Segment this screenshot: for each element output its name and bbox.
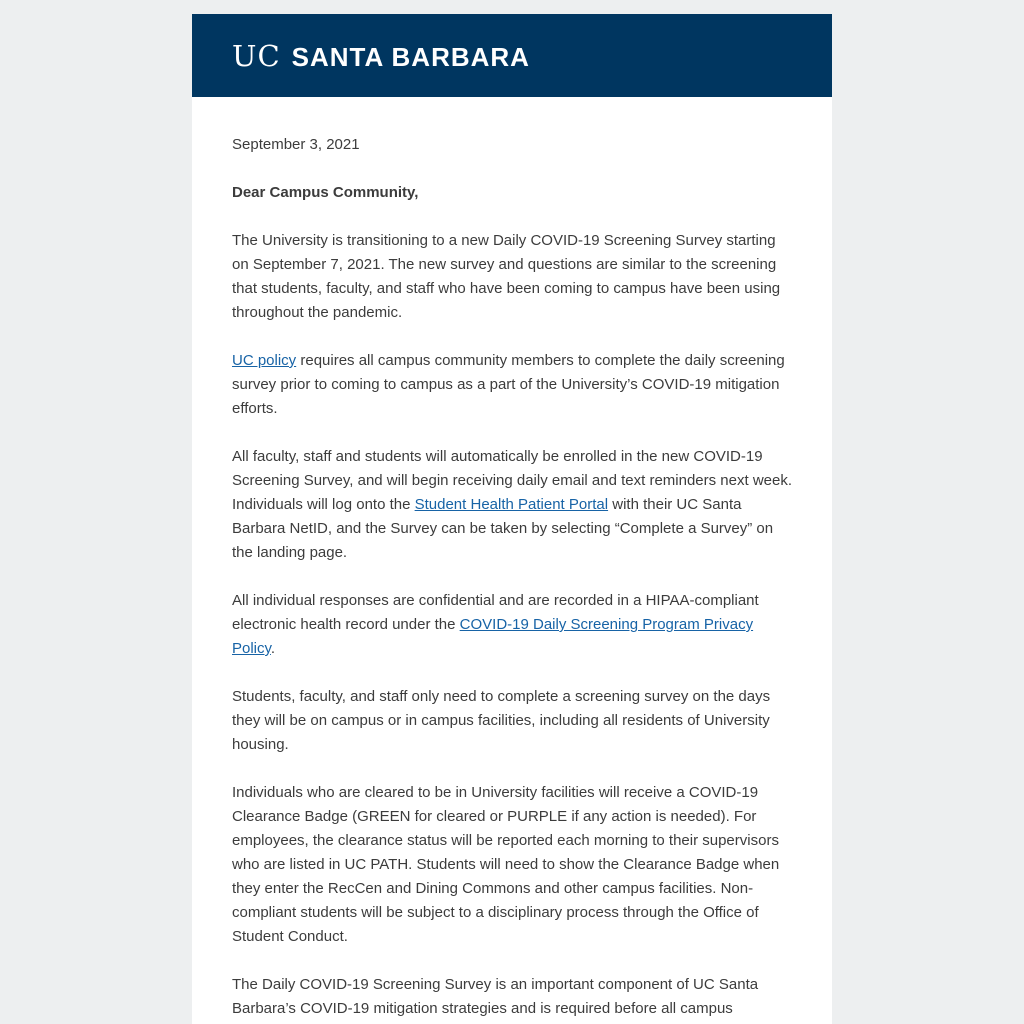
inline-link[interactable]: UC policy	[232, 352, 297, 369]
paragraph-text: The Daily COVID-19 Screening Survey is an important component of UC Santa Barbara’s COVID-19 mitigation strategies and is required before all campus	[232, 976, 759, 1017]
paragraph-text: .	[270, 640, 276, 657]
paragraph-text: The University is transitioning to a new Daily COVID-19 Screening Survey starting on September 7, 2021. The new survey and questions are similar to the screening that students, faculty, and staff who have been coming to campus have been using throughout the pandemic.	[232, 232, 781, 321]
paragraph	[232, 589, 792, 661]
ucsb-logo-uc-mark: UC	[232, 38, 281, 73]
paragraph-text: Students, faculty, and staff only need to complete a screening survey on the days they will be on campus or in campus facilities, including all residents of University housing.	[232, 688, 771, 753]
paragraph	[232, 685, 792, 757]
email-paragraphs	[232, 229, 792, 1021]
ucsb-header	[192, 14, 832, 97]
email-greeting: Dear Campus Community,	[232, 184, 419, 201]
paragraph-text: All faculty, staff and students will automatically be enrolled in the new COVID-19 Screening Survey, and will begin receiving daily email and text reminders next week. Individuals will log onto the	[232, 448, 793, 513]
paragraph	[232, 229, 792, 325]
paragraph-text: with their UC Santa Barbara NetID, and the Survey can be taken by selecting “Complete a Survey” on the landing page.	[232, 496, 774, 561]
paragraph-text: All individual responses are confidential and are recorded in a HIPAA-compliant electronic health record under the	[232, 592, 759, 633]
email-body	[192, 97, 832, 1024]
inline-link[interactable]: Student Health Patient Portal	[414, 496, 609, 513]
inline-link[interactable]: COVID-19 Daily Screening Program Privacy Policy	[232, 616, 754, 657]
paragraph-text: Individuals who are cleared to be in University facilities will receive a COVID-19 Clearance Badge (GREEN for cleared or PURPLE if any action is needed). For employees, the clearance status will be reported each morning to their supervisors who are listed in UC PATH. Students will need to show the Clearance Badge when they enter the RecCen and Dining Commons and other campus facilities. Non-compliant students will be subject to a disciplinary process through the Office of Student Conduct.	[232, 784, 780, 945]
paragraph	[232, 445, 792, 565]
paragraph	[232, 973, 792, 1021]
ucsb-logo-wordmark: SANTA BARBARA	[291, 41, 530, 72]
email-date: September 3, 2021	[232, 136, 360, 153]
paragraph-text: requires all campus community members to complete the daily screening survey prior to coming to campus as a part of the University’s COVID-19 mitigation efforts.	[232, 352, 785, 417]
paragraph	[232, 781, 792, 949]
email-container	[192, 14, 832, 1024]
paragraph	[232, 349, 792, 421]
ucsb-logo	[232, 39, 530, 73]
